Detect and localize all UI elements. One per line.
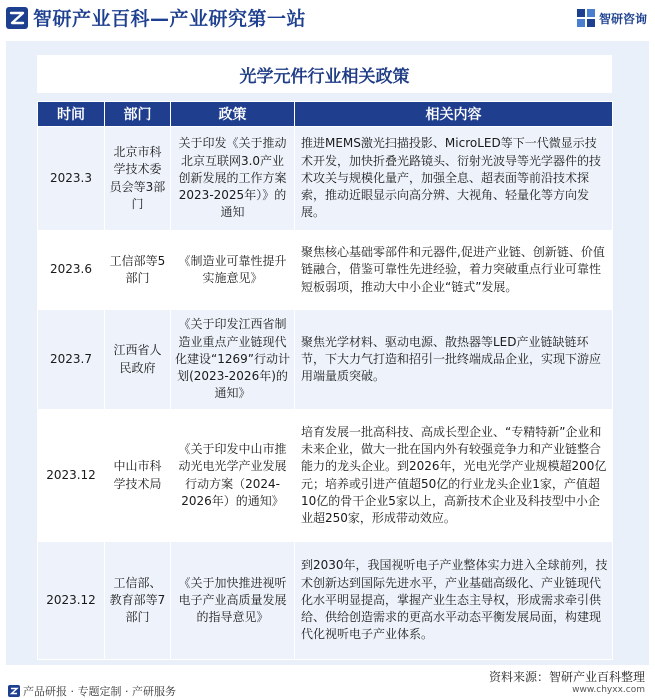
footer bbox=[0, 665, 655, 698]
cell-time: 2023.12 bbox=[38, 542, 105, 660]
cell-time: 2023.6 bbox=[38, 231, 105, 310]
cell-dept: 工信部、教育部等7部门 bbox=[105, 542, 171, 660]
cell-policy: 《关于印发中山市推动光电光学产业发展行动方案（2024-2026年）的通知》 bbox=[171, 410, 295, 542]
cell-content: 聚焦核心基础零部件和元器件,促进产业链、创新链、价值链融合，借鉴可靠性先进经验，着力突破重点行业可靠性短板弱项，推动大中小企业“链式”发展。 bbox=[295, 231, 613, 310]
site-logo-icon bbox=[8, 685, 20, 697]
site-logo-icon bbox=[6, 7, 28, 29]
page-title: 智研产业百科—产业研究第一站 bbox=[33, 8, 307, 30]
cell-content: 聚焦光学材料、驱动电源、散热器等LED产业链缺链环节，下大力气打造和招引一批终端成品企业，实现下游应用端量质突破。 bbox=[295, 310, 613, 410]
top-header bbox=[0, 0, 655, 36]
source-note: 资料来源：智研产业百科整理 bbox=[488, 670, 645, 684]
cell-policy: 关于印发《关于推动北京互联网3.0产业创新发展的工作方案2023-2025年）》的通知 bbox=[171, 127, 295, 231]
brand-name: 智研咨询 bbox=[598, 11, 647, 26]
cell-content: 推进MEMS激光扫描投影、MicroLED等下一代微显示技术开发，加快折叠光路镜头、衍射光波导等光学器件的技术攻关与规模化量产，加强全息、超表面等前沿技术探索，推动近眼显示向高分辨、大视角、轻量化等方向发展。 bbox=[295, 127, 613, 231]
table-row bbox=[38, 127, 613, 231]
column-header-content: 相关内容 bbox=[295, 102, 613, 127]
footer-services-text: 产品研报 · 专题定制 · 产研服务 bbox=[23, 685, 176, 698]
column-header-time: 时间 bbox=[38, 102, 105, 127]
policy-table bbox=[37, 101, 613, 660]
cell-time: 2023.3 bbox=[38, 127, 105, 231]
table-row bbox=[38, 310, 613, 410]
cell-dept: 北京市科学技术委员会等3部门 bbox=[105, 127, 171, 231]
table-row bbox=[38, 231, 613, 310]
table-row bbox=[38, 410, 613, 542]
column-header-policy: 政策 bbox=[171, 102, 295, 127]
footer-url[interactable]: www.chyxx.com bbox=[572, 685, 645, 695]
cell-content: 到2030年，我国视听电子产业整体实力进入全球前列，技术创新达到国际先进水平，产业基础高级化、产业链现代化水平明显提高，掌握产业生态主导权，形成需求牵引供给、供给创造需求的更高水平动态平衡发展局面，构建现代化视听电子产业体系。 bbox=[295, 542, 613, 660]
table-header-row bbox=[38, 102, 613, 127]
footer-services bbox=[8, 683, 176, 698]
cell-policy: 《关于印发江西省制造业重点产业链现代化建设“1269”行动计划(2023-2026年)的通知》 bbox=[171, 310, 295, 410]
brand[interactable] bbox=[577, 9, 647, 27]
table-title: 光学元件行业相关政策 bbox=[37, 55, 612, 93]
table-row bbox=[38, 542, 613, 660]
cell-time: 2023.12 bbox=[38, 410, 105, 542]
zhiyan-brand-icon bbox=[577, 9, 595, 27]
cell-dept: 中山市科学技术局 bbox=[105, 410, 171, 542]
cell-content: 培育发展一批高科技、高成长型企业、“专精特新”企业和未来企业，做大一批在国内外有较强竞争力和产业链整合能力的龙头企业。到2026年，光电光学产业规模超200亿元；培养或引进产值超50亿的行业龙头企业1家，产值超10亿的骨干企业5家以上，高新技术企业及科技型中小企业超250家，形成带动效应。 bbox=[295, 410, 613, 542]
cell-dept: 江西省人民政府 bbox=[105, 310, 171, 410]
column-header-dept: 部门 bbox=[105, 102, 171, 127]
cell-policy: 《关于加快推进视听电子产业高质量发展的指导意见》 bbox=[171, 542, 295, 660]
cell-dept: 工信部等5部门 bbox=[105, 231, 171, 310]
cell-policy: 《制造业可靠性提升实施意见》 bbox=[171, 231, 295, 310]
cell-time: 2023.7 bbox=[38, 310, 105, 410]
